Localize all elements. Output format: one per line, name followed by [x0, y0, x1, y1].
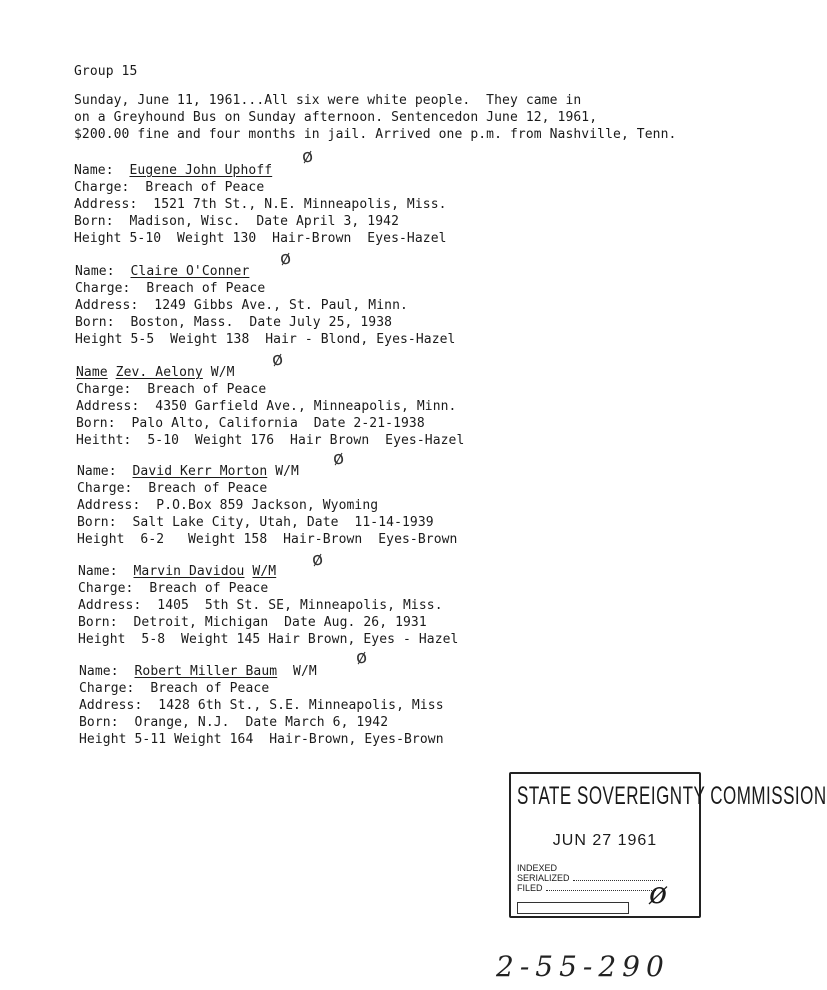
record-physical: Height 5-11 Weight 164 Hair-Brown, Eyes-Brown [79, 732, 444, 747]
check-mark-icon: ø [270, 348, 285, 371]
name-label: Name: [75, 264, 115, 279]
record-name-line [78, 563, 276, 580]
stamp-title: STATE SOVEREIGNTY COMMISSION [517, 782, 827, 810]
person-name: Marvin Davidou [133, 564, 245, 579]
record-born: Born: Boston, Mass. Date July 25, 1938 [75, 315, 393, 330]
record-born: Born: Detroit, Michigan Date Aug. 26, 1931 [78, 615, 427, 630]
record-born: Born: Orange, N.J. Date March 6, 1942 [79, 715, 389, 730]
record-address: Address: 1249 Gibbs Ave., St. Paul, Minn. [75, 298, 408, 313]
record-name-line [76, 364, 235, 381]
record-name-line [77, 463, 299, 480]
check-mark-icon: ø [310, 548, 325, 571]
stamp-box [517, 902, 629, 914]
race-sex-code: W/M [293, 664, 317, 679]
record-born: Born: Palo Alto, California Date 2-21-1938 [76, 416, 425, 431]
stamp-indexed-row [517, 864, 687, 873]
check-mark-icon: ø [331, 447, 346, 470]
file-number: 2-55-290 [496, 950, 670, 983]
record-address: Address: 1521 7th St., N.E. Minneapolis, Miss. [74, 197, 447, 212]
person-name: Robert Miller Baum [134, 664, 278, 679]
record-physical: Height 6-2 Weight 158 Hair-Brown Eyes-Brown [77, 532, 458, 547]
person-name: Eugene John Uphoff [129, 163, 273, 178]
race-sex-code: W/M [275, 464, 299, 479]
record-born: Born: Madison, Wisc. Date April 3, 1942 [74, 214, 399, 229]
record-charge: Charge: Breach of Peace [74, 180, 265, 195]
record-name-line [75, 263, 249, 280]
check-mark-icon: ø [300, 145, 315, 168]
record-physical: Height 5-8 Weight 145 Hair Brown, Eyes - Hazel [78, 632, 459, 647]
person-name: Zev. Aelony [115, 365, 203, 380]
intro-line-1: Sunday, June 11, 1961...All six were white people. They came in [74, 93, 582, 108]
record-name-line [79, 663, 317, 680]
stamp-serialized-label: SERIALIZED [517, 873, 570, 883]
record-name-line [74, 162, 272, 179]
check-mark-icon: ø [278, 247, 293, 270]
record-physical: Heitht: 5-10 Weight 176 Hair Brown Eyes-Hazel [76, 433, 465, 448]
person-name: David Kerr Morton [132, 464, 268, 479]
record-charge: Charge: Breach of Peace [76, 382, 267, 397]
record-address: Address: P.O.Box 859 Jackson, Wyoming [77, 498, 379, 513]
race-sex-code: W/M [210, 365, 235, 380]
record-charge: Charge: Breach of Peace [77, 481, 268, 496]
record-charge: Charge: Breach of Peace [79, 681, 270, 696]
record-charge: Charge: Breach of Peace [75, 281, 266, 296]
commission-stamp [509, 772, 827, 918]
record-physical: Height 5-5 Weight 138 Hair - Blond, Eyes-Hazel [75, 332, 456, 347]
record-address: Address: 1405 5th St. SE, Minneapolis, Miss. [78, 598, 443, 613]
stamp-date: JUN 27 1961 [552, 832, 658, 849]
intro-line-3: $200.00 fine and four months in jail. Arrived one p.m. from Nashville, Tenn. [74, 127, 677, 142]
name-label: Name: [79, 664, 119, 679]
record-address: Address: 1428 6th St., S.E. Minneapolis, Miss [79, 698, 444, 713]
name-label: Name: [74, 163, 114, 178]
name-label: Name [76, 365, 108, 380]
group-heading: Group 15 [74, 64, 138, 79]
race-sex-code: W/M [252, 564, 277, 579]
intro-line-2: on a Greyhound Bus on Sunday afternoon. Sentencedon June 12, 1961, [74, 110, 598, 125]
name-label: Name: [78, 564, 118, 579]
record-address: Address: 4350 Garfield Ave., Minneapolis, Minn. [76, 399, 457, 414]
record-charge: Charge: Breach of Peace [78, 581, 269, 596]
stamp-indexed-label: INDEXED [517, 863, 558, 873]
person-name: Claire O'Conner [130, 264, 250, 279]
record-physical: Height 5-10 Weight 130 Hair-Brown Eyes-Hazel [74, 231, 447, 246]
record-born: Born: Salt Lake City, Utah, Date 11-14-1939 [77, 515, 434, 530]
stamp-signature: ø [649, 876, 668, 911]
name-label: Name: [77, 464, 117, 479]
check-mark-icon: ø [354, 646, 369, 669]
stamp-filed-label: FILED [517, 883, 543, 893]
